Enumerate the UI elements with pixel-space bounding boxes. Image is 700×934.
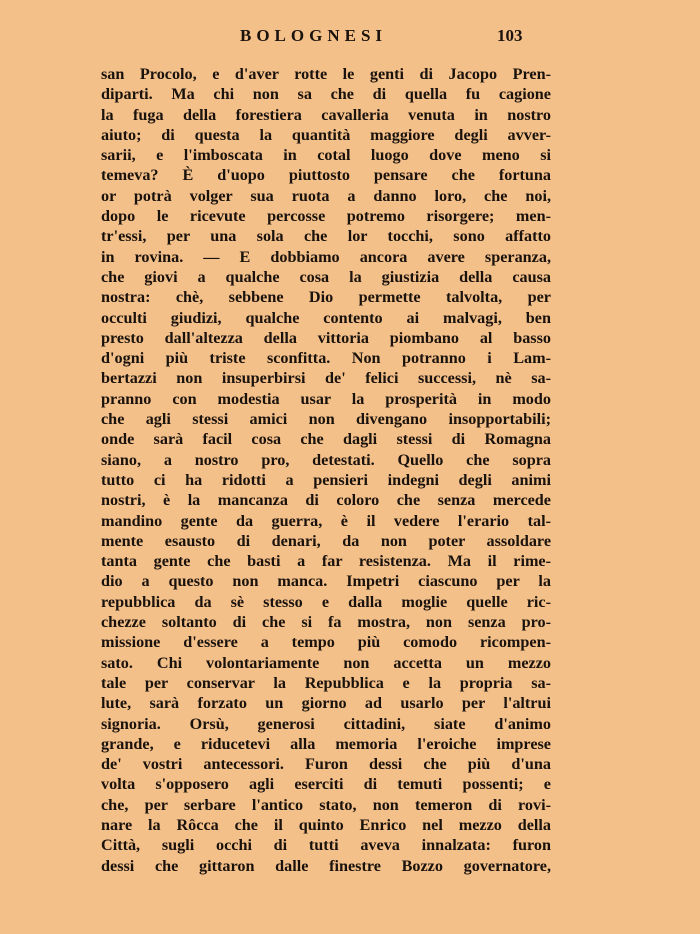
text-line: che agli stessi amici non divengano insopportabili;: [101, 410, 551, 429]
text-line: pranno con modestia usar la prosperità in modo: [101, 389, 551, 408]
text-line: che giovi a qualche cosa la giustizia della causa: [101, 267, 551, 286]
text-line: volta s'opposero agli eserciti di temuti possenti; e: [101, 775, 551, 794]
text-line: nare la Rôcca che il quinto Enrico nel mezzo della: [101, 815, 551, 834]
text-line: temeva? È d'uopo piuttosto pensare che fortuna: [101, 166, 551, 185]
text-line: or potrà volger sua ruota a danno loro, che noi,: [101, 186, 551, 205]
text-line: diparti. Ma chi non sa che di quella fu cagione: [101, 85, 551, 104]
text-line: d'ogni più triste sconfitta. Non potranno i Lam-: [101, 349, 551, 368]
text-line: dessi che gittaron dalle finestre Bozzo governatore,: [101, 856, 551, 875]
text-line: mandino gente da guerra, è il vedere l'erario tal-: [101, 511, 551, 530]
running-title: BOLOGNESI: [240, 26, 388, 45]
text-line: la fuga della forestiera cavalleria venuta in nostro: [101, 105, 551, 124]
text-line: san Procolo, e d'aver rotte le genti di Jacopo Pren-: [101, 65, 551, 83]
text-line: occulti giudizi, qualche contento ai malvagi, ben: [101, 308, 551, 327]
text-line: sarii, e l'imboscata in cotal luogo dove meno si: [101, 146, 551, 165]
text-line: mente esausto di denari, da non poter assoldare: [101, 531, 551, 550]
text-line: in rovina. — E dobbiamo ancora avere speranza,: [101, 247, 551, 266]
text-line: tale per conservar la Repubblica e la propria sa-: [101, 673, 551, 692]
running-head: [0, 26, 700, 50]
text-line: signoria. Orsù, generosi cittadini, siate d'animo: [101, 714, 551, 733]
text-line: siano, a nostro pro, detestati. Quello che sopra: [101, 450, 551, 469]
text-line: missione d'essere a tempo più comodo ricompen-: [101, 633, 551, 652]
text-line: aiuto; di questa la quantità maggiore degli avver-: [101, 125, 551, 144]
text-line: presto dall'altezza della vittoria piombano al basso: [101, 328, 551, 347]
body-text: [101, 64, 551, 876]
text-line: dio a questo non manca. Impetri ciascuno per la: [101, 572, 551, 591]
text-line: de' vostri antecessori. Furon dessi che più d'una: [101, 755, 551, 774]
text-line: dopo le ricevute percosse potremo risorgere; men-: [101, 207, 551, 226]
text-line: che, per serbare l'antico stato, non temeron di rovi-: [101, 795, 551, 814]
text-line: sato. Chi volontariamente non accetta un mezzo: [101, 653, 551, 672]
text-line: onde sarà facil cosa che dagli stessi di Romagna: [101, 430, 551, 449]
text-line: bertazzi non insuperbirsi de' felici successi, nè sa-: [101, 369, 551, 388]
text-line: repubblica da sè stesso e dalla moglie quelle ric-: [101, 592, 551, 611]
page-number: 103: [497, 26, 523, 45]
text-line: Città, sugli occhi di tutti aveva innalzata: furon: [101, 836, 551, 855]
text-line: tr'essi, per una sola che lor tocchi, sono affatto: [101, 227, 551, 246]
text-line: tutto ci ha ridotti a pensieri indegni degli animi: [101, 470, 551, 489]
text-line: grande, e riducetevi alla memoria l'eroiche imprese: [101, 734, 551, 753]
text-line: tanta gente che basti a far resistenza. Ma il rime-: [101, 552, 551, 571]
text-line: lute, sarà forzato un giorno ad usarlo per l'altrui: [101, 694, 551, 713]
text-line: nostri, è la mancanza di coloro che senza mercede: [101, 491, 551, 510]
text-line: chezze soltanto di che si fa mostra, non senza pro-: [101, 613, 551, 632]
text-line: nostra: chè, sebbene Dio permette talvolta, per: [101, 288, 551, 307]
